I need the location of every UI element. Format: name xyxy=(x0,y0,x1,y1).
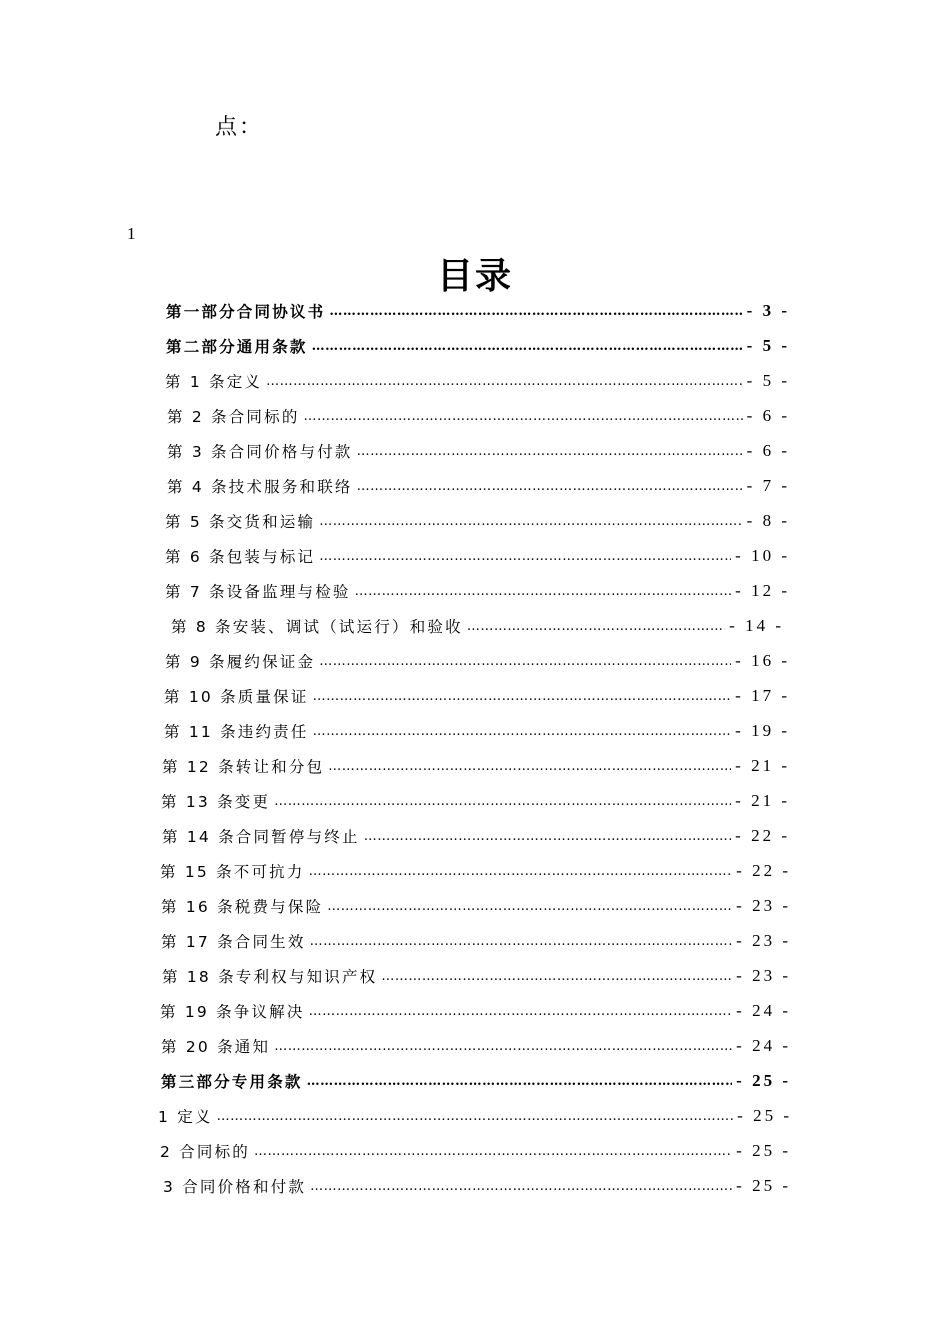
toc-entry-label: 第 9 条履约保证金 xyxy=(165,653,316,671)
toc-leader-dots xyxy=(329,304,742,319)
toc-entry-label: 第 16 条税费与保险 xyxy=(161,898,324,916)
toc-title: 目录 xyxy=(436,256,513,297)
toc-entry-label: 第 20 条通知 xyxy=(161,1038,271,1056)
toc-entry-label: 第 14 条合同暂停与终止 xyxy=(162,828,360,846)
toc-leader-dots xyxy=(319,549,731,564)
toc-leader-dots xyxy=(266,374,743,389)
toc-entry-label: 第 3 条合同价格与付款 xyxy=(167,443,353,461)
toc-entry-page: - 7 - xyxy=(746,476,790,495)
toc-entry-page: - 14 - xyxy=(729,616,784,635)
toc-entry-page: - 10 - xyxy=(735,546,790,565)
toc-leader-dots xyxy=(319,514,742,529)
toc-entry-label: 第 6 条包装与标记 xyxy=(165,548,316,566)
toc-entry-part2[interactable] xyxy=(166,329,790,363)
toc-entry-page: - 6 - xyxy=(746,441,790,460)
toc-entry-article-7[interactable] xyxy=(165,574,790,608)
toc-entry-article-2[interactable] xyxy=(167,399,790,433)
toc-entry-label: 1 定义 xyxy=(158,1108,213,1126)
toc-entry-article-9[interactable] xyxy=(165,644,790,678)
toc-entry-article-11[interactable] xyxy=(164,714,790,748)
toc-entry-label: 第一部分合同协议书 xyxy=(166,303,326,321)
toc-entry-page: - 25 - xyxy=(737,1106,792,1125)
toc-leader-dots xyxy=(217,1109,734,1124)
toc-leader-dots xyxy=(309,864,733,879)
toc-entry-page: - 23 - xyxy=(736,931,791,950)
toc-entry-page: - 24 - xyxy=(736,1036,791,1055)
toc-entry-part3[interactable] xyxy=(161,1064,791,1098)
toc-entry-label: 第 4 条技术服务和联络 xyxy=(167,478,353,496)
toc-entry-page: - 23 - xyxy=(736,966,791,985)
toc-entry-page: - 6 - xyxy=(746,406,790,425)
toc-entry-article-18[interactable] xyxy=(162,959,791,993)
toc-entry-page: - 3 - xyxy=(746,301,790,320)
toc-entry-label: 第 19 条争议解决 xyxy=(160,1003,305,1021)
toc-entry-page: - 22 - xyxy=(735,826,790,845)
toc-entry-page: - 19 - xyxy=(735,721,790,740)
toc-leader-dots xyxy=(467,619,725,634)
toc-leader-dots xyxy=(309,1004,733,1019)
toc-entry-article-5[interactable] xyxy=(165,504,790,538)
toc-entry-page: - 12 - xyxy=(735,581,790,600)
toc-entry-label: 第 7 条设备监理与检验 xyxy=(165,583,351,601)
toc-entry-label: 第 5 条交货和运输 xyxy=(165,513,316,531)
toc-leader-dots xyxy=(319,654,731,669)
toc-entry-label: 第 12 条转让和分包 xyxy=(162,758,325,776)
toc-leader-dots xyxy=(307,1074,733,1089)
toc-entry-page: - 17 - xyxy=(735,686,790,705)
toc-entry-label: 第 11 条违约责任 xyxy=(164,723,309,741)
toc-entry-special-3[interactable] xyxy=(163,1169,791,1203)
toc-entry-article-20[interactable] xyxy=(161,1029,791,1063)
toc-entry-article-4[interactable] xyxy=(167,469,790,503)
toc-entry-part1[interactable] xyxy=(166,294,790,328)
toc-entry-label: 第 2 条合同标的 xyxy=(167,408,300,426)
toc-entry-page: - 25 - xyxy=(736,1071,791,1090)
toc-entry-page: - 8 - xyxy=(746,511,790,530)
toc-entry-article-13[interactable] xyxy=(161,784,790,818)
toc-entry-label: 第 10 条质量保证 xyxy=(164,688,309,706)
toc-entry-article-15[interactable] xyxy=(160,854,791,888)
toc-leader-dots xyxy=(304,409,743,424)
toc-entry-article-6[interactable] xyxy=(165,539,790,573)
toc-entry-page: - 25 - xyxy=(736,1176,791,1195)
toc-entry-article-16[interactable] xyxy=(161,889,791,923)
toc-entry-label: 第二部分通用条款 xyxy=(166,338,308,356)
toc-entry-label: 第 8 条安装、调试（试运行）和验收 xyxy=(171,618,463,636)
toc-entry-article-17[interactable] xyxy=(161,924,791,958)
toc-entry-page: - 5 - xyxy=(746,371,790,390)
toc-entry-page: - 5 - xyxy=(746,336,790,355)
toc-entry-label: 3 合同价格和付款 xyxy=(163,1178,307,1196)
toc-entry-label: 第 17 条合同生效 xyxy=(161,933,306,951)
toc-entry-label: 第三部分专用条款 xyxy=(161,1073,303,1091)
toc-entry-article-8[interactable] xyxy=(171,609,784,643)
toc-leader-dots xyxy=(364,829,731,844)
toc-entry-article-19[interactable] xyxy=(160,994,791,1028)
toc-leader-dots xyxy=(274,1039,732,1054)
toc-leader-dots xyxy=(381,969,732,984)
toc-leader-dots xyxy=(274,794,731,809)
toc-entry-article-10[interactable] xyxy=(164,679,790,713)
toc-leader-dots xyxy=(313,689,732,704)
toc-entry-page: - 24 - xyxy=(736,1001,791,1020)
page-marker: 1 xyxy=(127,224,136,243)
toc-entry-page: - 21 - xyxy=(735,791,790,810)
toc-leader-dots xyxy=(310,934,733,949)
toc-entry-label: 第 13 条变更 xyxy=(161,793,271,811)
toc-leader-dots xyxy=(355,584,732,599)
toc-leader-dots xyxy=(312,339,743,354)
toc-leader-dots xyxy=(328,759,731,774)
toc-entry-page: - 16 - xyxy=(735,651,790,670)
toc-entry-label: 第 15 条不可抗力 xyxy=(160,863,305,881)
toc-leader-dots xyxy=(310,1179,732,1194)
toc-entry-label: 2 合同标的 xyxy=(160,1143,250,1161)
toc-entry-article-14[interactable] xyxy=(162,819,790,853)
toc-leader-dots xyxy=(254,1144,732,1159)
toc-entry-article-12[interactable] xyxy=(162,749,790,783)
toc-leader-dots xyxy=(327,899,732,914)
toc-entry-page: - 22 - xyxy=(736,861,791,880)
toc-leader-dots xyxy=(357,444,743,459)
toc-entry-page: - 21 - xyxy=(735,756,790,775)
toc-leader-dots xyxy=(313,724,732,739)
toc-entry-special-2[interactable] xyxy=(160,1134,791,1168)
toc-leader-dots xyxy=(357,479,743,494)
toc-entry-label: 第 18 条专利权与知识产权 xyxy=(162,968,378,986)
toc-entry-page: - 23 - xyxy=(736,896,791,915)
toc-entry-page: - 25 - xyxy=(736,1141,791,1160)
page-header-fragment: 点： xyxy=(215,115,264,140)
toc-entry-special-1[interactable] xyxy=(158,1099,792,1133)
toc-entry-label: 第 1 条定义 xyxy=(165,373,263,391)
toc-entry-article-1[interactable] xyxy=(165,364,790,398)
toc-entry-article-3[interactable] xyxy=(167,434,790,468)
